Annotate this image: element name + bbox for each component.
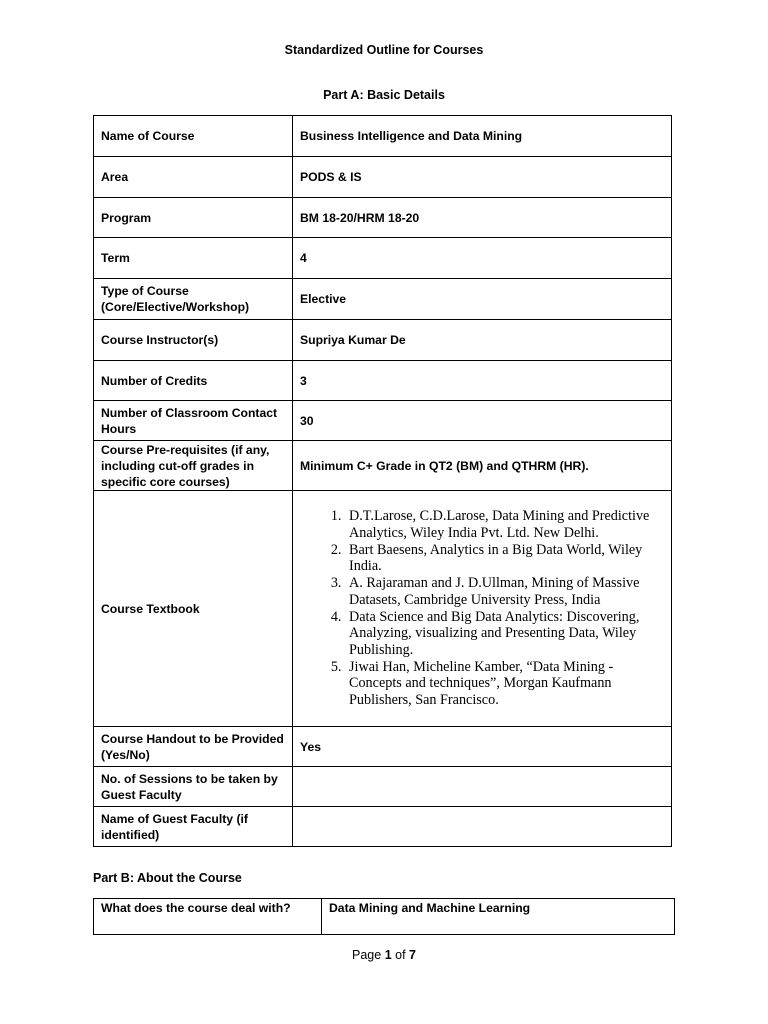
page-word: Page <box>352 948 382 962</box>
row-label: Course Textbook <box>94 491 293 727</box>
row-value <box>293 767 672 807</box>
table-row <box>94 441 672 491</box>
basic-details-table <box>93 115 672 847</box>
table-row-textbook <box>94 491 672 727</box>
part-b-heading: Part B: About the Course <box>93 871 242 885</box>
row-label: Area <box>94 157 293 198</box>
row-label: Type of Course (Core/Elective/Workshop) <box>94 279 293 320</box>
row-label: Number of Credits <box>94 361 293 401</box>
row-label: Name of Guest Faculty (if identified) <box>94 807 293 847</box>
list-item: 2. Bart Baesens, Analytics in a Big Data World, Wiley India. <box>345 542 667 575</box>
table-row <box>94 807 672 847</box>
table-row <box>94 727 672 767</box>
row-value: 30 <box>293 401 672 441</box>
list-item: 4. Data Science and Big Data Analytics: Discovering, Analyzing, visualizing and Presenting Data, Wiley Publishing. <box>345 609 667 659</box>
list-item: 1. D.T.Larose, C.D.Larose, Data Mining and Predictive Analytics, Wiley India Pvt. Ltd. New Delhi. <box>345 508 667 541</box>
list-item: 5. Jiwai Han, Micheline Kamber, “Data Mining - Concepts and techniques”, Morgan Kaufmann Publishers, San Francisco. <box>345 659 667 709</box>
row-value: Data Mining and Machine Learning <box>322 899 675 935</box>
total-pages-number: 7 <box>409 948 416 962</box>
row-label: Name of Course <box>94 116 293 157</box>
table-row <box>94 361 672 401</box>
table-row <box>94 401 672 441</box>
table-row <box>94 767 672 807</box>
row-label: No. of Sessions to be taken by Guest Faculty <box>94 767 293 807</box>
row-value: Yes <box>293 727 672 767</box>
about-course-table <box>93 898 675 935</box>
row-value: PODS & IS <box>293 157 672 198</box>
table-row <box>94 198 672 238</box>
part-a-heading: Part A: Basic Details <box>323 88 445 102</box>
current-page-number: 1 <box>384 948 392 962</box>
row-value: Minimum C+ Grade in QT2 (BM) and QTHRM (HR). <box>293 441 672 491</box>
row-value: Business Intelligence and Data Mining <box>293 116 672 157</box>
row-label: Course Pre-requisites (if any, including cut-off grades in specific core courses) <box>94 441 293 491</box>
row-label: Course Handout to be Provided (Yes/No) <box>94 727 293 767</box>
row-value: 3 <box>293 361 672 401</box>
table-row <box>94 238 672 279</box>
row-value: BM 18-20/HRM 18-20 <box>293 198 672 238</box>
row-value: Elective <box>293 279 672 320</box>
page-footer <box>0 948 768 962</box>
row-label: Course Instructor(s) <box>94 320 293 361</box>
row-label: Term <box>94 238 293 279</box>
row-value: Supriya Kumar De <box>293 320 672 361</box>
of-word: of <box>395 948 406 962</box>
table-row <box>94 320 672 361</box>
textbook-list-cell <box>293 491 672 727</box>
textbook-list <box>297 508 667 708</box>
row-value: 4 <box>293 238 672 279</box>
document-title: Standardized Outline for Courses <box>284 43 484 57</box>
table-row <box>94 157 672 198</box>
table-row <box>94 899 675 935</box>
row-label: Program <box>94 198 293 238</box>
row-value <box>293 807 672 847</box>
row-label: What does the course deal with? <box>94 899 322 935</box>
row-label: Number of Classroom Contact Hours <box>94 401 293 441</box>
table-row <box>94 116 672 157</box>
table-row <box>94 279 672 320</box>
list-item: 3. A. Rajaraman and J. D.Ullman, Mining of Massive Datasets, Cambridge University Press, India <box>345 575 667 608</box>
